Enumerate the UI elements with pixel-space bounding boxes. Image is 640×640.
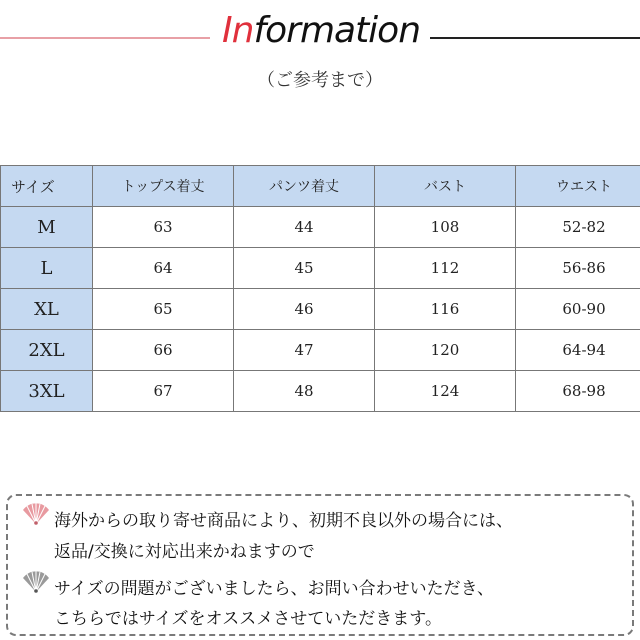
header-decorative-line-left <box>0 37 210 39</box>
notes-box <box>6 494 634 636</box>
table-cell: 45 <box>234 248 375 289</box>
column-header: ウエスト <box>516 166 640 207</box>
table-cell: 44 <box>234 207 375 248</box>
table-cell: 56-86 <box>516 248 640 289</box>
table-cell: 65 <box>93 289 234 330</box>
table-cell: 52-82 <box>516 207 640 248</box>
table-row <box>1 289 640 330</box>
table-cell: 48 <box>234 371 375 412</box>
size-label-cell: 3XL <box>1 371 93 412</box>
table-cell: 68-98 <box>516 371 640 412</box>
table-cell: 66 <box>93 330 234 371</box>
table-cell: 63 <box>93 207 234 248</box>
table-cell: 47 <box>234 330 375 371</box>
table-cell: 124 <box>375 371 516 412</box>
note-text: サイズの問題がございましたら、お問い合わせいただき、 <box>54 579 494 599</box>
column-header: バスト <box>375 166 516 207</box>
size-label-cell: XL <box>1 289 93 330</box>
size-label-cell: M <box>1 207 93 248</box>
gray-fan-icon <box>22 570 50 594</box>
note-text: 海外からの取り寄せ商品により、初期不良以外の場合には、 <box>54 511 513 531</box>
title-accent: In <box>222 10 254 51</box>
header-decorative-line-right <box>430 37 640 39</box>
size-table <box>0 165 640 412</box>
table-cell: 120 <box>375 330 516 371</box>
table-row <box>1 248 640 289</box>
table-row <box>1 207 640 248</box>
table-row <box>1 330 640 371</box>
table-header-row <box>1 166 640 207</box>
table-cell: 116 <box>375 289 516 330</box>
note-text: こちらではサイズをオススメさせていただきます。 <box>54 609 442 629</box>
size-label-cell: 2XL <box>1 330 93 371</box>
page-subtitle: （ご参考まで） <box>257 70 383 91</box>
table-cell: 46 <box>234 289 375 330</box>
table-cell: 64-94 <box>516 330 640 371</box>
table-cell: 108 <box>375 207 516 248</box>
table-cell: 67 <box>93 371 234 412</box>
table-cell: 60-90 <box>516 289 640 330</box>
column-header: サイズ <box>1 166 93 207</box>
table-cell: 112 <box>375 248 516 289</box>
size-label-cell: L <box>1 248 93 289</box>
column-header: トップス着丈 <box>93 166 234 207</box>
table-row <box>1 371 640 412</box>
pink-fan-icon <box>22 502 50 526</box>
page-title <box>222 10 422 51</box>
note-text: 返品/交換に対応出来かねますので <box>54 542 315 562</box>
table-cell: 64 <box>93 248 234 289</box>
title-rest: formation <box>253 10 421 51</box>
column-header: パンツ着丈 <box>234 166 375 207</box>
